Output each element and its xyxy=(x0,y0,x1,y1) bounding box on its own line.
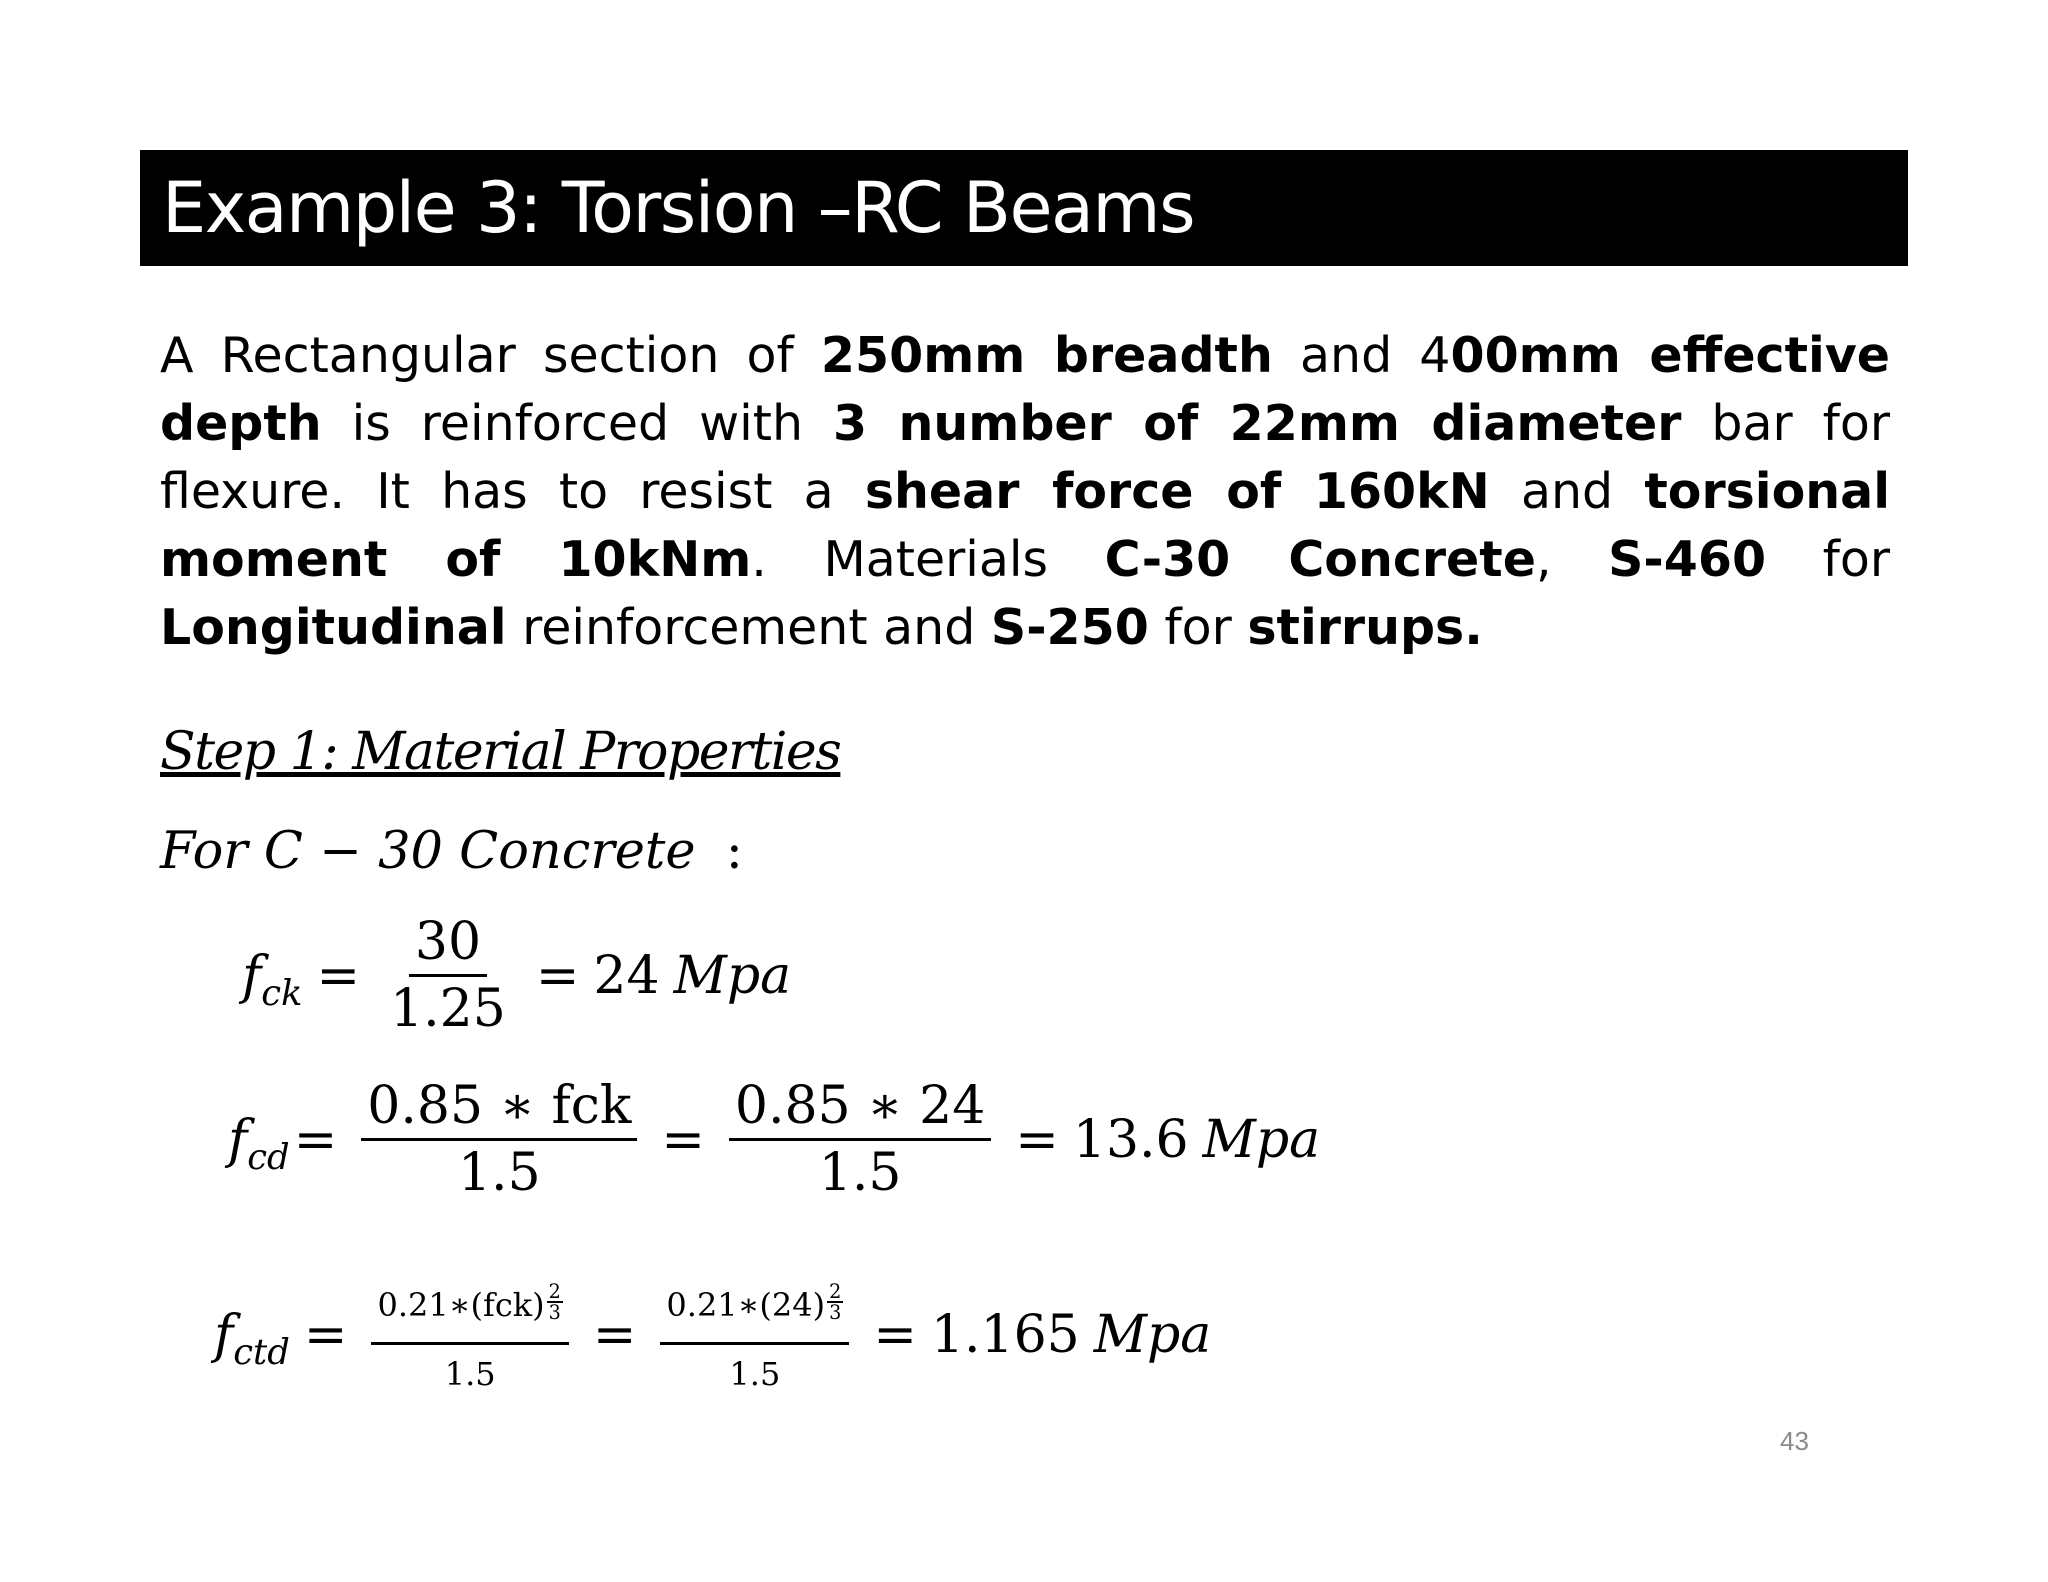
fck-equals: = xyxy=(316,945,361,1006)
fck-symbol: $f_{ck}$ xyxy=(242,945,303,1014)
problem-bold-segment: torsional moment of 10kNm xyxy=(160,463,1890,588)
problem-bold-segment: C-30 Concrete xyxy=(1104,531,1536,588)
fck-fraction xyxy=(384,912,512,1039)
fcd-result: 13.6 xyxy=(1072,1109,1189,1170)
problem-text-segment: reinforcement and xyxy=(506,599,991,656)
equation-fctd xyxy=(214,1276,1211,1393)
problem-text-segment: for xyxy=(1148,599,1248,656)
problem-text-segment: for xyxy=(1766,531,1891,588)
fctd-numerator-2: 0.21∗(24) $\frac{2}{3}$ xyxy=(660,1246,849,1345)
fcd-equals: = xyxy=(293,1109,338,1170)
problem-text-segment: is reinforced with xyxy=(321,395,833,452)
fctd-equals-3: = xyxy=(873,1304,917,1365)
fctd-exponent-1: $\frac{2}{3}$ xyxy=(548,1279,561,1324)
fctd-denominator-1: 1.5 xyxy=(444,1355,496,1394)
fctd-result: 1.165 xyxy=(930,1304,1080,1365)
fck-numerator: 30 xyxy=(409,912,487,977)
fctd-equals: = xyxy=(303,1304,348,1365)
fcd-unit: Mpa xyxy=(1202,1109,1321,1170)
fcd-denominator-2: 1.5 xyxy=(818,1143,902,1203)
problem-bold-segment: 00mm effective depth xyxy=(160,327,1890,452)
problem-text-segment: A Rectangular section of xyxy=(160,327,821,384)
fcd-fraction-2 xyxy=(729,1076,991,1203)
problem-bold-segment: 250mm breadth xyxy=(820,327,1273,384)
fctd-fraction-1 xyxy=(371,1246,568,1393)
fcd-denominator-1: 1.5 xyxy=(457,1143,541,1203)
fcd-numerator-2: 0.85 ∗ 24 xyxy=(729,1076,991,1141)
material-subheading-text: For C − 30 Concrete xyxy=(160,822,696,881)
problem-bold-segment: S-460 xyxy=(1608,531,1767,588)
fcd-equals-3: = xyxy=(1015,1109,1059,1170)
fcd-symbol: $f_{cd}$ xyxy=(228,1109,290,1178)
problem-bold-segment: shear force of 160kN xyxy=(864,463,1490,520)
fcd-fraction-1 xyxy=(361,1076,637,1203)
fctd-exponent-2: $\frac{2}{3}$ xyxy=(829,1279,842,1324)
problem-text-segment: , xyxy=(1535,531,1609,588)
problem-text-segment: and xyxy=(1489,463,1645,520)
fck-unit: Mpa xyxy=(673,945,792,1006)
material-subheading-colon: : xyxy=(725,822,743,881)
fck-equals-2: = xyxy=(535,945,580,1006)
problem-bold-segment: S-250 xyxy=(990,599,1149,656)
problem-bold-segment: Longitudinal xyxy=(160,599,507,656)
problem-text-segment: and 4 xyxy=(1272,327,1451,384)
fcd-numerator-1: 0.85 ∗ fck xyxy=(361,1076,637,1141)
problem-text-segment: . Materials xyxy=(751,531,1105,588)
problem-bold-segment: 3 number of 22mm diameter xyxy=(832,395,1682,452)
material-subheading xyxy=(160,822,743,881)
slide-title-bar xyxy=(140,150,1908,266)
fctd-unit: Mpa xyxy=(1093,1304,1212,1365)
fck-denominator: 1.25 xyxy=(390,979,506,1039)
fctd-symbol: $f_{ctd}$ xyxy=(214,1304,290,1374)
problem-bold-segment: stirrups. xyxy=(1247,599,1483,656)
step-heading: Step 1: Material Properties xyxy=(160,722,841,782)
fctd-denominator-2: 1.5 xyxy=(729,1355,781,1394)
problem-text-segment: bar for flexure. It has to resist a xyxy=(160,395,1891,520)
fctd-numerator-1: 0.21∗(fck) $\frac{2}{3}$ xyxy=(371,1246,568,1345)
equation-fcd xyxy=(228,1076,1320,1203)
equation-fck xyxy=(242,912,791,1039)
fck-result: 24 xyxy=(593,945,660,1006)
fctd-fraction-2 xyxy=(660,1246,849,1393)
page-number: 43 xyxy=(1780,1426,1809,1456)
fcd-equals-2: = xyxy=(661,1109,705,1170)
fctd-equals-2: = xyxy=(592,1304,637,1365)
problem-statement xyxy=(160,322,1890,662)
slide-title: Example 3: Torsion –RC Beams xyxy=(162,167,1195,249)
